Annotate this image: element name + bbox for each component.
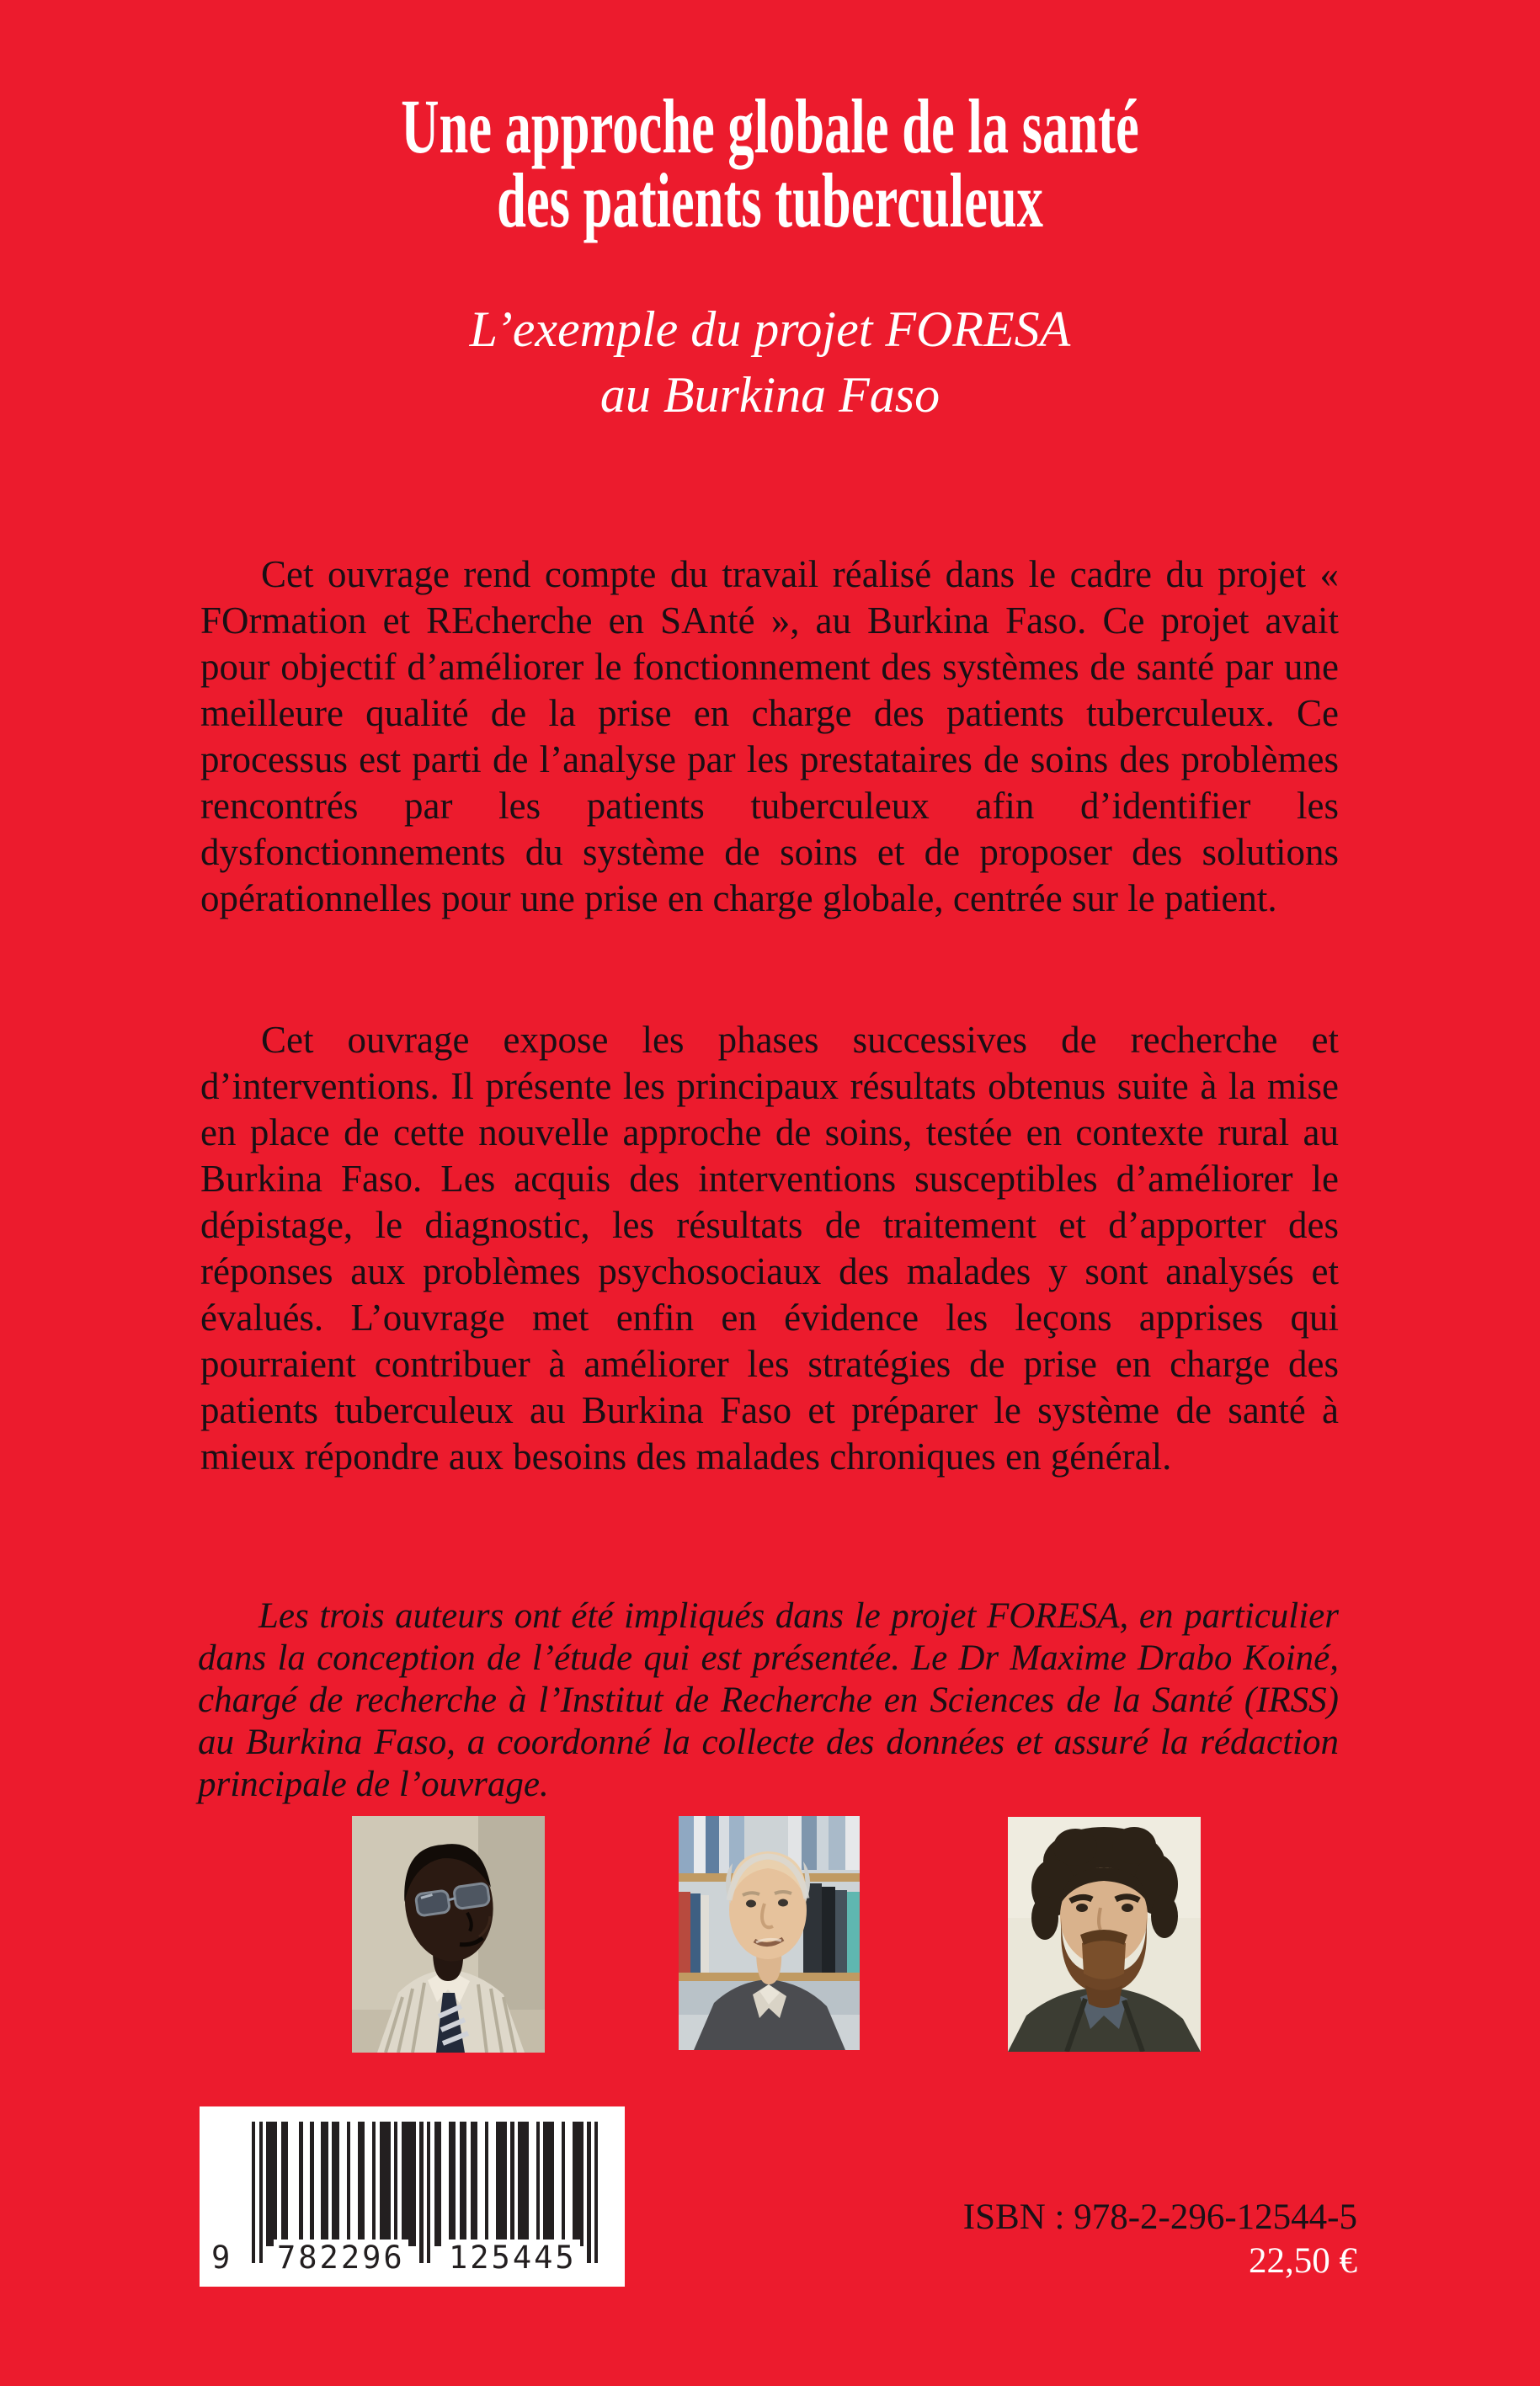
- book-subtitle-line1: L’exemple du projet FORESA: [469, 301, 1071, 357]
- book-title: [247, 83, 1294, 243]
- authors-note: Les trois auteurs ont été impliqués dans le projet FORESA, en particulier dans la conception de l’étude qui est présentée. Le Dr Maxime Drabo Koiné, chargé de recherche à l’Institut de Recherche en Sciences de la Santé (IRSS) au Burkina Faso, a coordonné la collecte des données et assuré la rédaction principale de l’ouvrage.: [198, 1596, 1339, 1804]
- isbn-text: ISBN : 978-2-296-12544-5: [962, 2197, 1357, 2237]
- author-photo-3: [1008, 1817, 1201, 2052]
- barcode-digit-left: 9: [211, 2240, 231, 2276]
- barcode-digits-group2: 125445: [445, 2240, 580, 2276]
- book-subtitle-line2: au Burkina Faso: [599, 367, 941, 423]
- barcode-digits-group1: 782296: [274, 2240, 408, 2276]
- synopsis-paragraph-2: Cet ouvrage expose les phases successives de recherche et d’interventions. Il présente les principaux résultats obtenus suite à la mise en place de cette nouvelle approche de soins, testée en contexte rural au Burkina Faso. Les acquis des interventions susceptibles d’améliorer le dépistage, le diagnostic, les résultats de traitement et d’apporter des réponses aux problèmes psychosociaux des malades y sont analysés et évalués. L’ouvrage met enfin en évidence les leçons apprises qui pourraient contribuer à améliorer les stratégies de prise en charge des patients tuberculeux au Burkina Faso et préparer le système de santé à mieux répondre aux besoins des malades chroniques en général.: [200, 1019, 1339, 1478]
- portrait-man-glasses-striped-tie-image: [352, 1816, 545, 2053]
- portrait-balding-man-bookshelf-image: [679, 1816, 860, 2050]
- book-title-line1: Une approche globale de la santé: [401, 83, 1139, 169]
- book-subtitle: [0, 296, 1540, 428]
- synopsis-paragraph-1: Cet ouvrage rend compte du travail réalisé dans le cadre du projet « FOrmation et REcherche en SAnté », au Burkina Faso. Ce projet avait pour objectif d’améliorer le fonctionnement des systèmes de santé par une meilleure qualité de la prise en charge des patients tuberculeux. Ce processus est parti de l’analyse par les prestataires de soins des problèmes rencontrés par les patients tuberculeux afin d’identifier les dysfonctionnements du système de soins et de proposer des solutions opérationnelles pour une prise en charge globale, centrée sur le patient.: [200, 553, 1339, 919]
- book-title-line2: des patients tuberculeux: [497, 157, 1043, 243]
- isbn-price-block: [842, 2196, 1357, 2283]
- price-text: 22,50 €: [1249, 2241, 1357, 2281]
- author-photo-2: [679, 1816, 860, 2050]
- isbn-barcode: [200, 2106, 625, 2287]
- author-photo-1: [352, 1816, 545, 2053]
- portrait-bearded-man-image: [1008, 1817, 1201, 2052]
